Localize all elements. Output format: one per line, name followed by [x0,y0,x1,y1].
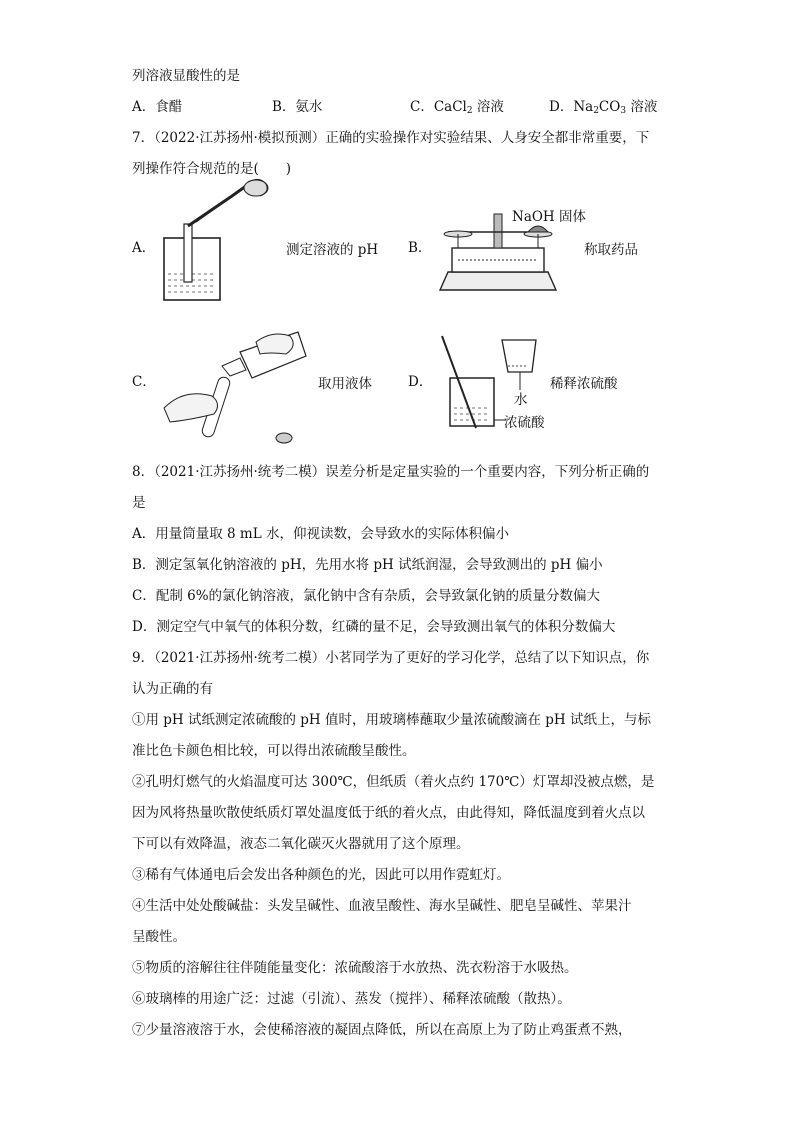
q7-option-a-letter: A． [132,240,156,256]
option-c: C．CaCl$_2$ 溶液 [410,99,504,116]
q9-item-line: 准比色卡颜色相比较，可以得出浓硫酸呈酸性。 [132,743,416,759]
q8-option-c: C．配制 6%的氯化钠溶液，氯化钠中含有杂质，会导致氯化钠的质量分数偏大 [132,588,601,604]
q9-item-line: ②孔明灯燃气的火焰温度可达 300℃，但纸质（着火点约 170℃）灯罩却没被点燃，是 [132,774,655,790]
q9-item-line: 呈酸性。 [132,929,186,945]
option-a: A．食醋 [132,99,183,115]
q7-option-d-letter: D． [408,374,433,390]
q7-option-c-letter: C． [132,374,156,390]
q9-item-line: 因为风将热量吹散使纸质灯罩处温度低于纸的着火点，由此得知，降低温度到着火点以 [132,805,645,821]
q8-stem-line2: 是 [132,495,146,511]
q7-option-b-caption: 称取药品 [584,242,638,258]
question-stem-continuation: 列溶液显酸性的是 [132,68,240,84]
q9-item-line: ①用 pH 试纸测定浓硫酸的 pH 值时，用玻璃棒蘸取少量浓硫酸滴在 pH 试纸上，与标 [132,712,651,728]
q9-item-line: ⑥玻璃棒的用途广泛：过滤（引流）、蒸发（搅拌）、稀释浓硫酸（散热）。 [132,991,571,1007]
q8-option-a: A．用量筒量取 8 mL 水，仰视读数，会导致水的实际体积偏小 [132,526,509,542]
option-d: D．$Na_2CO_3$ 溶液 [549,99,658,116]
d-label-water: 水 [514,392,528,408]
q9-item-line: ⑤物质的溶解往往伴随能量变化：浓硫酸溶于水放热、洗衣粉溶于水吸热。 [132,960,578,976]
q9-stem-line2: 认为正确的有 [132,681,213,697]
q7-option-b-label: NaOH 固体 [512,209,586,225]
ph-test-beaker-figure [160,178,280,306]
q9-item-line: ⑦少量溶液溶于水，会使稀溶液的凝固点降低，所以在高原上为了防止鸡蛋煮不熟， [132,1022,632,1038]
q8-option-b: B．测定氢氧化钠溶液的 pH，先用水将 pH 试纸润湿，会导致测出的 pH 偏小 [132,557,603,573]
q9-item-line: 下可以有效降温，液态二氧化碳灭火器就用了这个原理。 [132,836,470,852]
liquid-pouring-hands-figure [160,322,308,446]
q8-option-d: D．测定空气中氧气的体积分数，红磷的量不足，会导致测出氧气的体积分数偏大 [132,619,616,635]
q9-item-line: ④生活中处处酸碱盐：头发呈碱性、血液呈酸性、海水呈碱性、肥皂呈碱性、苹果汁 [132,898,632,914]
q7-stem-line1: 7．（2022·江苏扬州·模拟预测）正确的实验操作对实验结果、人身安全都非常重要，下 [132,130,650,146]
q7-option-a-caption: 测定溶液的 pH [286,242,379,258]
option-b: B．氨水 [272,99,323,115]
q7-option-b-letter: B． [408,240,432,256]
balance-scale-figure [438,210,558,294]
q7-option-d-caption: 稀释浓硫酸 [550,376,618,392]
q9-stem-line1: 9．（2021·江苏扬州·统考二模）小茗同学为了更好的学习化学，总结了以下知识点，你 [132,650,650,666]
q7-stem-line2: 列操作符合规范的是( ) [132,161,292,177]
q7-option-c-caption: 取用液体 [318,376,372,392]
q9-item-line: ③稀有气体通电后会发出各种颜色的光，因此可以用作霓虹灯。 [132,867,510,883]
d-label-acid: 浓硫酸 [504,415,545,431]
q8-stem-line1: 8．（2021·江苏扬州·统考二模）误差分析是定量实验的一个重要内容，下列分析正确的 [132,464,650,480]
